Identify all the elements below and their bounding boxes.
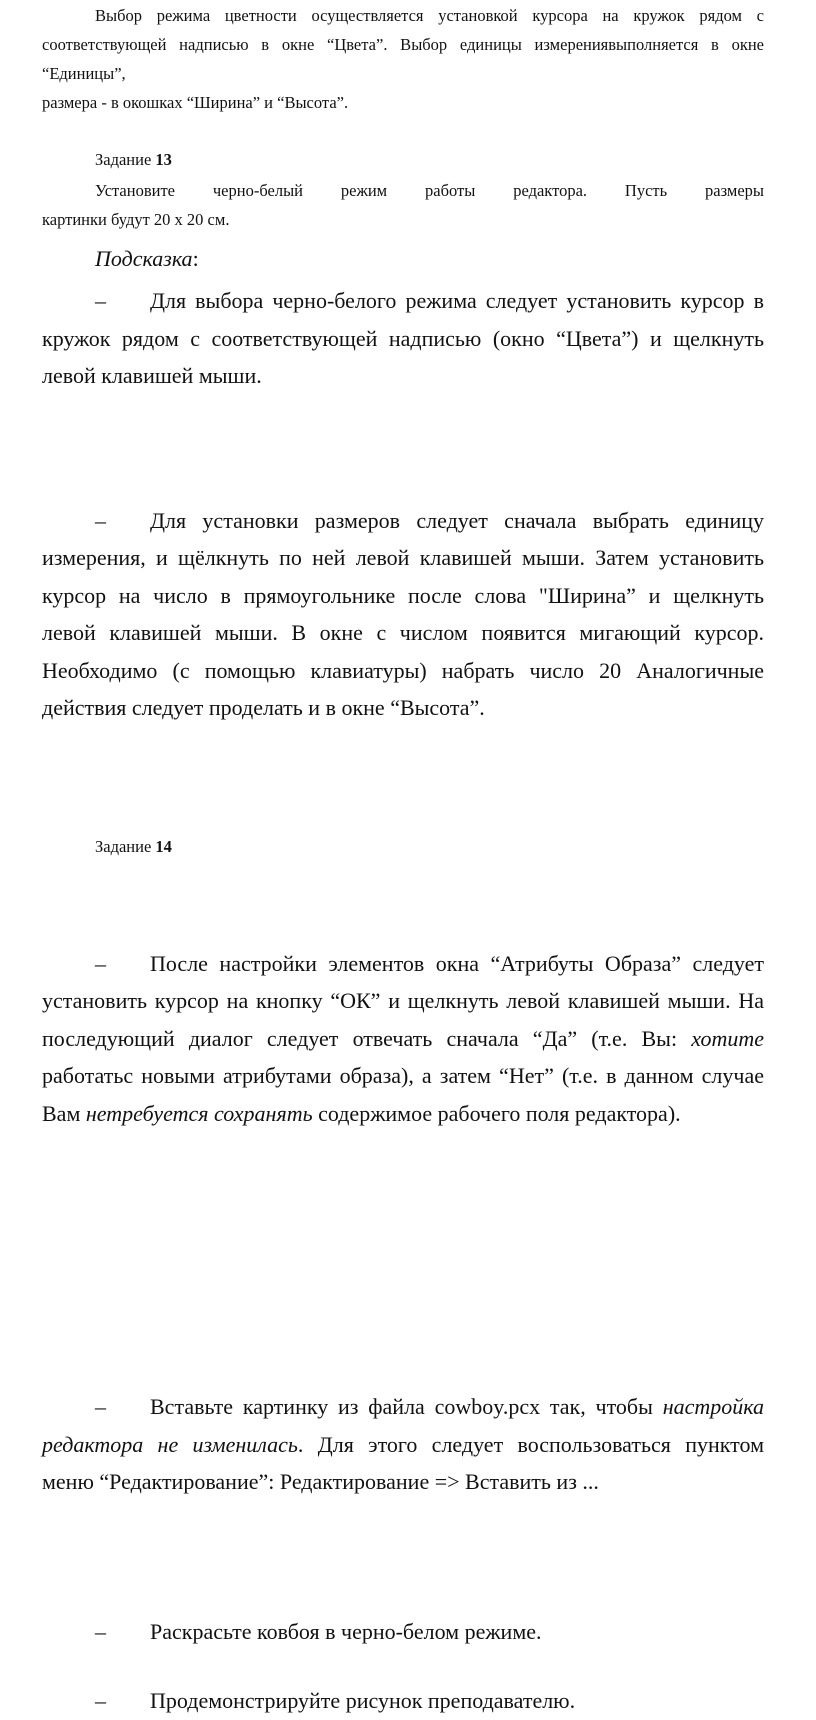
task-14-item-2 [42,1613,764,1651]
task-14-heading [42,832,764,861]
hint-item-2-line-5: Необходимо (с помощью клавиатуры) набрать число 20 Аналогичные [42,657,764,683]
task-14-item-1-line-1-italic: настройка [662,1394,764,1419]
intro-line-1: Выбор режима цветности осуществляется установкой курсора на кружок рядом с [95,6,764,25]
task-13-text [42,176,764,234]
hint-item-3-line-3 [42,1020,764,1058]
hint-item-3 [42,945,764,1133]
task-14-item-1-line-2-italic: редактора не изменилась [42,1431,298,1457]
hint-item-2-line-4: левой клавишей мыши. В окне с числом появится мигающий курсор. [42,620,764,645]
hint-item-3-line-2: установить курсор на кнопку “ОК” и щелкнуть левой клавишей мыши. На [42,988,764,1013]
task-14-item-3-line-1: Продемонстрируйте рисунок преподавателю. [150,1688,576,1713]
task-14-item-1-line-2 [42,1426,764,1464]
task-13-line-2: картинки будут 20 x 20 см. [42,210,230,229]
hint-item-2 [42,502,764,727]
hint-item-3-line-4: работатьс новыми атрибутами образа), а затем “Нет” (т.е. в данном случае [42,1063,764,1088]
hint-item-3-line-5-text-a: Вам [42,1100,81,1126]
hint-item-1-line-2: кружок рядом с соответствующей надписью (окно “Цвета”) и щелкнуть [42,325,764,351]
intro-line-3: размера - в окошках “Ширина” и “Высота”. [42,93,349,112]
hint-colon: : [192,246,199,271]
hint-item-2-line-6: действия следует проделать и в окне “Высота”. [42,695,485,720]
task-14-item-1-line-1 [42,1388,764,1426]
hint-item-3-line-3-text: последующий диалог следует отвечать сначала “Да” (т.е. Вы: [42,1025,678,1051]
task-13-line-1: Установите черно-белый режим работы редактора. Пусть размеры [95,181,764,200]
hint-item-1-line-1: Для выбора черно-белого режима следует установить курсор в [150,288,764,313]
task-14-item-1-line-1-text: Вставьте картинку из файла cowboy.pcx так, чтобы [150,1394,653,1419]
hint-item-1 [42,282,764,395]
hint-item-2-line-2: измерения, и щёлкнуть по ней левой клавишей мыши. Затем установить [42,545,764,570]
dash-marker: – [95,507,106,533]
dash-marker: – [95,950,106,976]
task-14-item-2-line-1: Раскрасьте ковбоя в черно-белом режиме. [150,1618,542,1644]
task-14-item-1 [42,1388,764,1501]
task-13-label: Задание [95,150,152,169]
dash-marker: – [95,1688,106,1713]
dash-marker: – [95,1618,106,1644]
intro-line-2: соответствующей надписью в окне “Цвета”. Выбор единицы измерениявыполняется в окне “Единицы”, [42,35,764,83]
task-14-label: Задание [95,837,152,856]
hint-item-3-line-5 [42,1095,764,1133]
hint-label: Подсказка [95,246,193,271]
hint-item-2-line-3: курсор на число в прямоугольнике после слова "Ширина” и щелкнуть [42,582,764,608]
dash-marker: – [95,1394,106,1419]
hint-item-3-line-5-text-b: содержимое рабочего поля редактора). [318,1100,681,1126]
task-14-item-3 [42,1682,764,1720]
hint-item-1-line-3: левой клавишей мыши. [42,363,262,388]
hint-item-3-line-1: После настройки элементов окна “Атрибуты Образа” следует [150,950,764,976]
task-14-item-1-line-2-text: . Для этого следует воспользоваться пунктом [297,1431,764,1457]
task-14-item-1-line-3: меню “Редактирование”: Редактирование => Вставить из ... [42,1469,599,1494]
task-13-number: 13 [155,150,172,169]
task-14-number: 14 [155,837,172,856]
hint-heading [42,240,764,278]
hint-item-3-line-5-italic: нетребуется сохранять [85,1100,313,1126]
hint-item-3-line-3-italic: хотите [691,1025,764,1051]
dash-marker: – [95,288,106,313]
intro-paragraph [42,1,764,117]
hint-item-2-line-1: Для установки размеров следует сначала выбрать единицу [150,507,764,533]
task-13-heading [42,145,764,174]
